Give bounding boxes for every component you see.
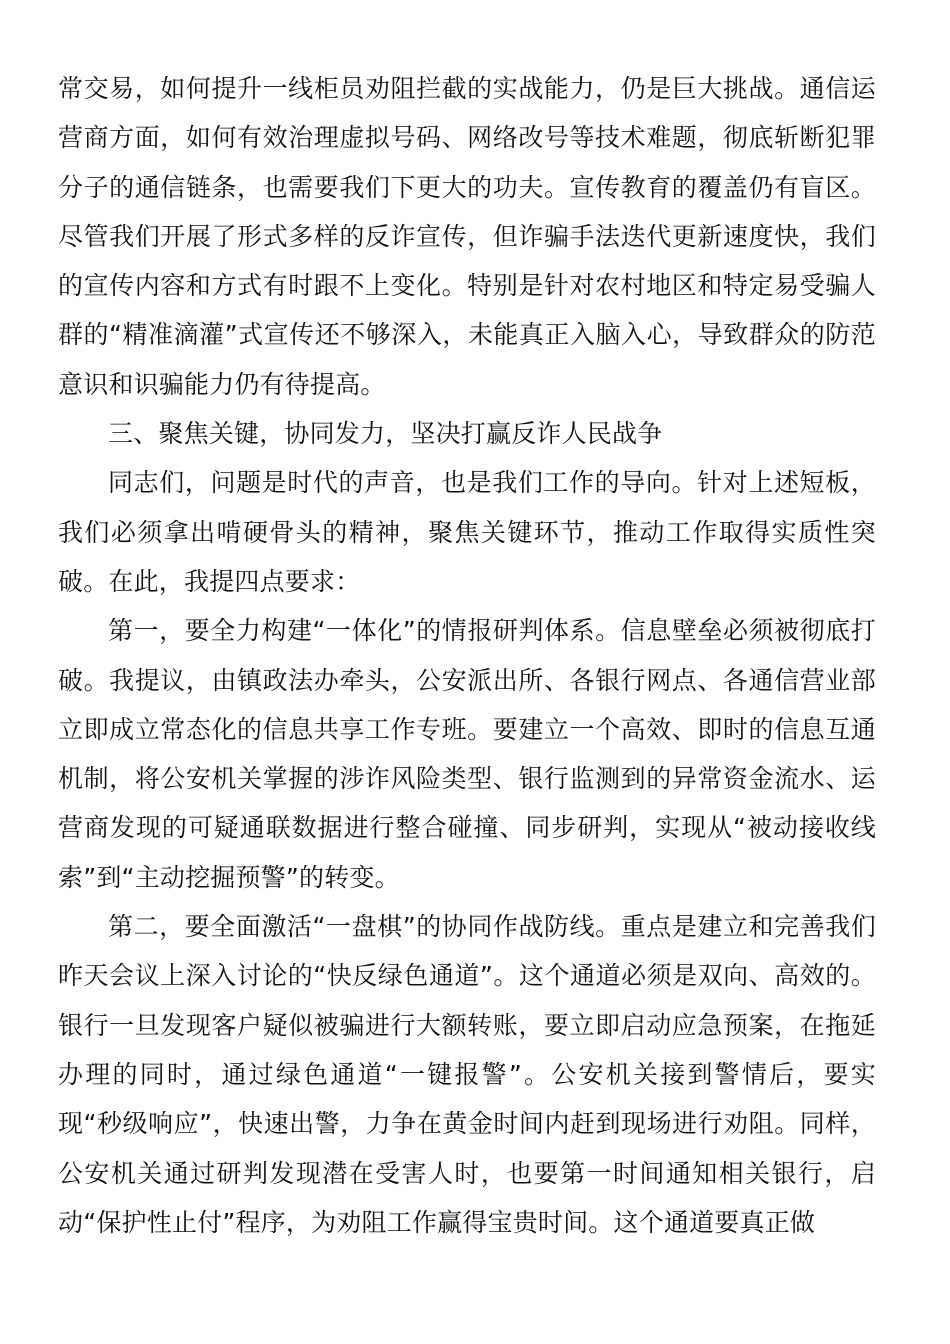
paragraph-requirement-two: 第二，要全面激活“一盘棋”的协同作战防线。重点是建立和完善我们昨天会议上深入讨论的“快反绿色通道”。这个通道必须是双向、高效的。银行一旦发现客户疑似被骗进行大额转账，要立即启动应急预案，在拖延办理的同时，通过绿色通道“一键报警”。公安机关接到警情后，要实现“秒级响应”，快速出警，力争在黄金时间内赶到现场进行劝阻。同样，公安机关通过研判发现潜在受害人时，也要第一时间通知相关银行，启动“保护性止付”程序，为劝阻工作赢得宝贵时间。这个通道要真正做 (58, 912, 876, 1237)
document-body (58, 64, 876, 1247)
paragraph-continuation: 常交易，如何提升一线柜员劝阻拦截的实战能力，仍是巨大挑战。通信运营商方面，如何有效治理虚拟号码、网络改号等技术难题，彻底斩断犯罪分子的通信链条，也需要我们下更大的功夫。宣传教育的覆盖仍有盲区。尽管我们开展了形式多样的反诈宣传，但诈骗手法迭代更新速度快，我们的宣传内容和方式有时跟不上变化。特别是针对农村地区和特定易受骗人群的“精准滴灌”式宣传还不够深入，未能真正入脑入心，导致群众的防范意识和识骗能力仍有待提高。 (58, 74, 876, 399)
paragraph-intro: 同志们，问题是时代的声音，也是我们工作的导向。针对上述短板，我们必须拿出啃硬骨头的精神，聚焦关键环节，推动工作取得实质性突破。在此，我提四点要求： (58, 468, 876, 596)
paragraph-requirement-one: 第一，要全力构建“一体化”的情报研判体系。信息壁垒必须被彻底打破。我提议，由镇政法办牵头，公安派出所、各银行网点、各通信营业部立即成立常态化的信息共享工作专班。要建立一个高效、即时的信息互通机制，将公安机关掌握的涉诈风险类型、银行监测到的异常资金流水、运营商发现的可疑通联数据进行整合碰撞、同步研判，实现从“被动接收线索”到“主动挖掘预警”的转变。 (58, 616, 876, 892)
section-heading-three: 三、聚焦关键，协同发力，坚决打赢反诈人民战争 (108, 419, 663, 449)
